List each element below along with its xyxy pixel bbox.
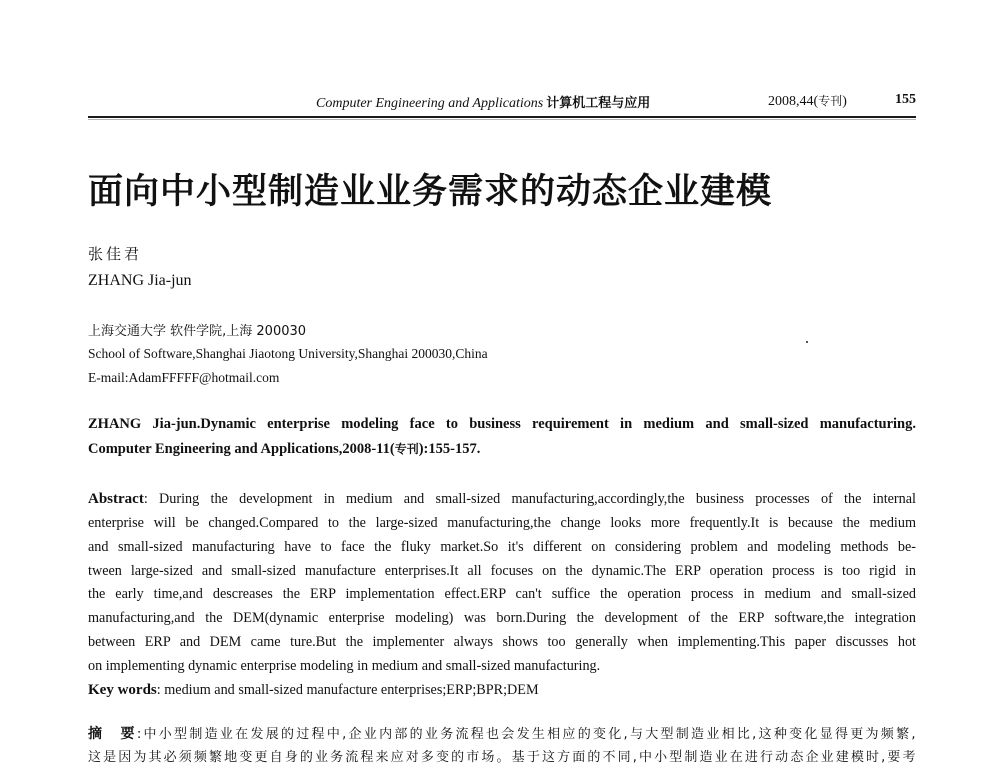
abstract-line: Abstract: During the development in medium and small-sized manufacturing,accordingly,the business processes of the internal xyxy=(88,491,916,507)
issue-info: 2008,44(专刊) xyxy=(768,94,847,109)
running-header xyxy=(88,92,916,114)
abstract-line: manufacturing,and the DEM(dynamic enterprise modeling) was born.During the development of the ERP software,the integration xyxy=(88,610,916,626)
scan-speck xyxy=(806,341,808,343)
journal-name-en: Computer Engineering and Applications xyxy=(316,96,544,111)
abstract-cn-line: 这是因为其必须频繁地变更自身的业务流程来应对多变的市场。基于这方面的不同,中小型制造业在进行动态企业建模时,要考 xyxy=(88,750,916,765)
paper-title: 面向中小型制造业业务需求的动态企业建模 xyxy=(88,171,773,212)
abstract-cn-line: 摘 要:中小型制造业在发展的过程中,企业内部的业务流程也会发生相应的变化,与大型制造业相比,这种变化显得更为频繁, xyxy=(88,726,916,742)
affiliation-en: School of Software,Shanghai Jiaotong University,Shanghai 200030,China xyxy=(88,346,488,361)
keywords-label: Key words xyxy=(88,682,157,698)
abstract-line: the early time,and descreases the ERP implementation effect.ERP can't suffice the operation process in medium and small-sized xyxy=(88,586,916,602)
abstract-line: on implementing dynamic enterprise modeling in medium and small-sized manufacturing. xyxy=(88,658,601,674)
abstract-line: and small-sized manufacturing have to face the fluky market.So it's different on considering problem and modeling methods be- xyxy=(88,539,916,555)
journal-name-cn: 计算机工程与应用 xyxy=(546,96,651,111)
author-email: E-mail:AdamFFFFF@hotmail.com xyxy=(88,370,280,385)
citation-line-1: ZHANG Jia-jun.Dynamic enterprise modeling face to business requirement in medium and small-sized manufacturing. xyxy=(88,416,916,432)
keywords-line xyxy=(88,681,916,699)
abstract-cn-label: 摘 要 xyxy=(88,726,137,742)
affiliation-cn: 上海交通大学 软件学院,上海 200030 xyxy=(88,324,307,339)
journal-name xyxy=(316,92,650,112)
citation-line-2: Computer Engineering and Applications,2008-11(专刊):155-157. xyxy=(88,441,481,457)
author-name-en: ZHANG Jia-jun xyxy=(88,272,192,289)
abstract-line: tween large-sized and small-sized manufacture enterprises.It all focuses on the dynamic.The ERP operation process is too rigid in xyxy=(88,563,916,579)
page-number: 155 xyxy=(895,92,916,107)
header-rule xyxy=(88,116,916,118)
header-rule-shadow xyxy=(88,119,916,120)
author-name-cn: 张佳君 xyxy=(88,245,143,263)
abstract-line: between ERP and DEM came ture.But the implementer always shows too generally when implementing.This paper discusses hot xyxy=(88,634,916,650)
abstract-label: Abstract xyxy=(88,491,144,507)
abstract-line: enterprise will be changed.Compared to the large-sized manufacturing,the change looks more frequently.It is because the medium xyxy=(88,515,916,531)
keywords-text: : medium and small-sized manufacture enterprises;ERP;BPR;DEM xyxy=(156,682,539,698)
